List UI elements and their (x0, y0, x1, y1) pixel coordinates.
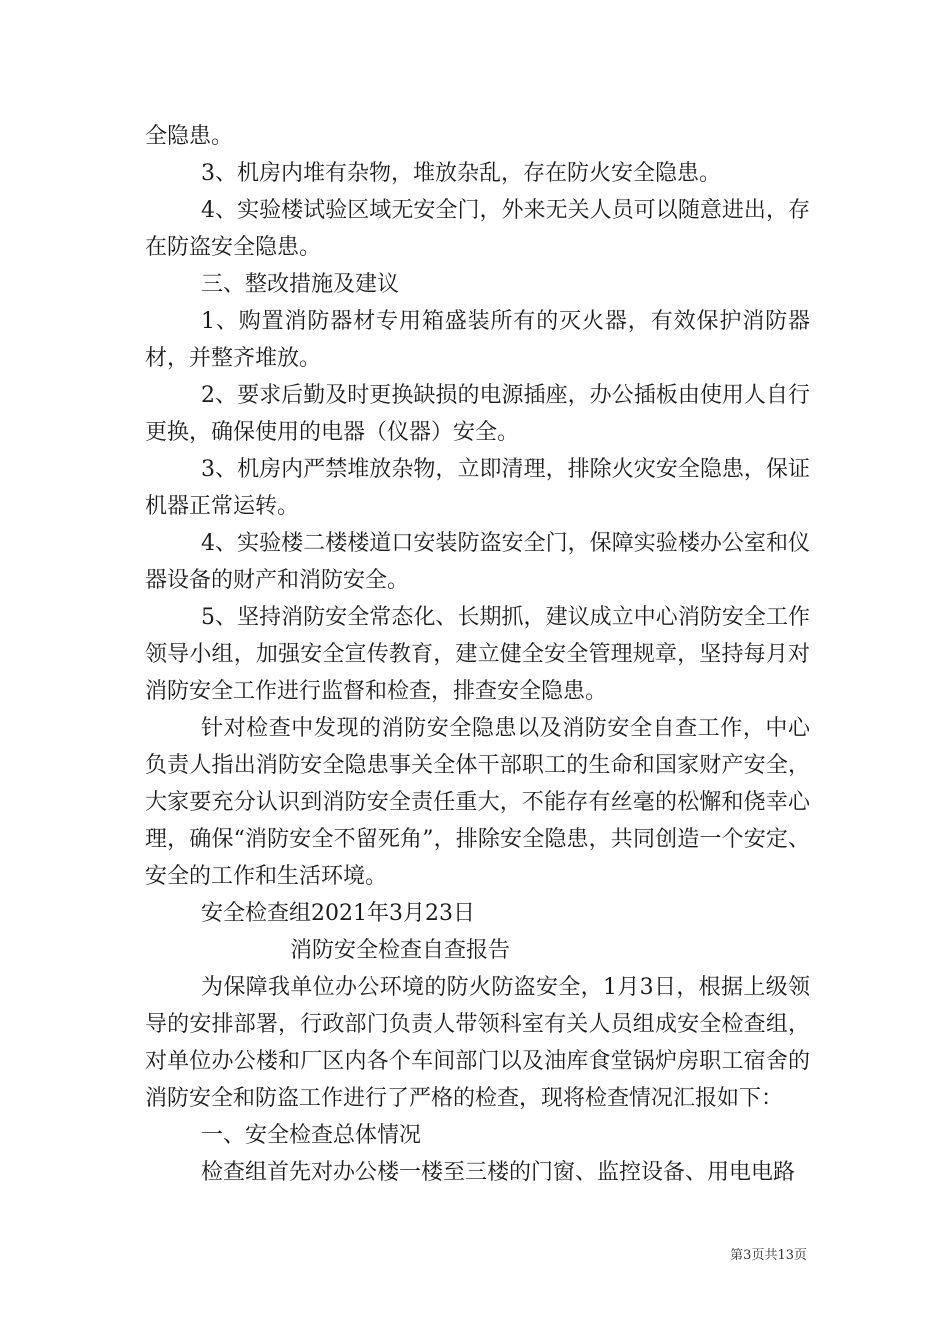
paragraph-item-3: 3、机房内堆有杂物，堆放杂乱，存在防火安全隐患。 (201, 161, 721, 186)
paragraph-measure-3: 3、机房内严禁堆放杂物，立即清理，排除火灾安全隐患，保证机器正常运转。 (145, 457, 810, 519)
paragraph-measure-2: 2、要求后勤及时更换缺损的电源插座，办公插板由使用人自行更换，确保使用的电器（仪器）安全。 (145, 383, 810, 445)
section-heading-overview: 一、安全检查总体情况 (201, 1123, 422, 1148)
paragraph-continuation: 全隐患。 (145, 124, 234, 149)
body-text (145, 118, 810, 1191)
paragraph-measure-4: 4、实验楼二楼楼道口安装防盗安全门，保障实验楼办公室和仪器设备的财产和消防安全。 (145, 531, 810, 593)
paragraph-summary: 针对检查中发现的消防安全隐患以及消防安全自查工作，中心负责人指出消防安全隐患事关全体干部职工的生命和国家财产安全，大家要充分认识到消防安全责任重大，不能存有丝毫的松懈和侥幸心理，确保“消防安全不留死角”，排除安全隐患，共同创造一个安定、安全的工作和生活环境。 (145, 716, 810, 889)
paragraph-item-4: 4、实验楼试验区域无安全门，外来无关人员可以随意进出，存在防盗安全隐患。 (145, 198, 810, 260)
paragraph-measure-5: 5、坚持消防安全常态化、长期抓，建议成立中心消防安全工作领导小组，加强安全宣传教育，建立健全安全管理规章，坚持每月对消防安全工作进行监督和检查，排查安全隐患。 (145, 605, 810, 704)
page-number: 第3页共13页 (730, 1248, 807, 1263)
report-title: 消防安全检查自查报告 (290, 938, 511, 963)
paragraph-measure-1: 1、购置消防器材专用箱盛装所有的灭火器，有效保护消防器材，并整齐堆放。 (145, 309, 810, 371)
signature-date: 安全检查组2021年3月23日 (201, 901, 475, 926)
paragraph-intro: 为保障我单位办公环境的防火防盗安全，1月3日，根据上级领导的安排部署，行政部门负责人带领科室有关人员组成安全检查组，对单位办公楼和厂区内各个车间部门以及油库食堂锅炉房职工宿舍的消防安全和防盗工作进行了严格的检查，现将检查情况汇报如下： (145, 975, 810, 1111)
section-heading-rectification: 三、整改措施及建议 (201, 272, 400, 297)
paragraph-inspection: 检查组首先对办公楼一楼至三楼的门窗、监控设备、用电电路 (201, 1160, 796, 1185)
